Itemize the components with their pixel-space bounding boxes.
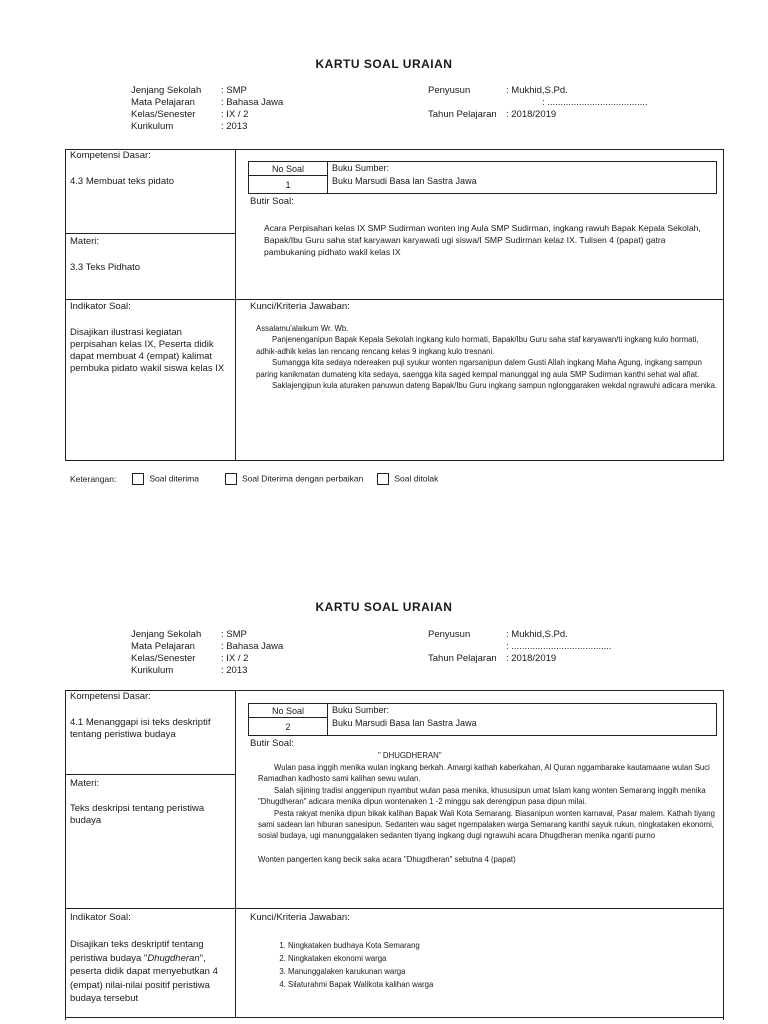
kompetensi-label: Kompetensi Dasar: bbox=[70, 691, 151, 702]
info-value: : SMP bbox=[221, 629, 247, 640]
butir-soal bbox=[258, 762, 718, 865]
info-right bbox=[428, 629, 612, 665]
buku-label: Buku Sumber: bbox=[332, 163, 390, 173]
info-left bbox=[131, 85, 283, 133]
materi-text: 3.3 Teks Pidhato bbox=[70, 262, 141, 273]
info-label bbox=[428, 641, 506, 653]
butir-question: Wonten pangerten kang becik saka acara "Dhugdheran" sebutna 4 (papat) bbox=[258, 854, 516, 864]
info-value: : 2013 bbox=[221, 665, 248, 676]
option-soal-diterima[interactable]: Soal diterima bbox=[132, 473, 199, 485]
info-value: : Bahasa Jawa bbox=[221, 97, 284, 108]
no-soal-table bbox=[248, 161, 717, 194]
info-left bbox=[131, 629, 283, 677]
kunci-jawaban bbox=[268, 939, 688, 991]
buku-sumber bbox=[328, 162, 717, 194]
info-label: Tahun Pelajaran bbox=[428, 653, 497, 664]
kunci-opening: Assalamu'alaikum Wr. Wb. bbox=[256, 324, 349, 333]
option-soal-diterima-perbaikan[interactable]: Soal Diterima dengan perbaikan bbox=[225, 473, 363, 485]
buku-label: Buku Sumber: bbox=[332, 705, 390, 715]
card-frame bbox=[65, 149, 724, 461]
info-label: Kelas/Senester bbox=[131, 109, 196, 120]
kunci-item: 2. Ningkataken ekonomi warga bbox=[288, 952, 688, 965]
info-label: Penyusun bbox=[428, 629, 471, 640]
info-label: Tahun Pelajaran bbox=[428, 109, 497, 120]
no-soal-value: 1 bbox=[249, 176, 328, 194]
option-soal-ditolak[interactable]: Soal ditolak bbox=[377, 473, 438, 485]
info-label: Kelas/Senester bbox=[131, 653, 196, 664]
info-label: Kurikulum bbox=[131, 121, 174, 132]
card-title: KARTU SOAL URAIAN bbox=[315, 600, 453, 614]
butir-soal bbox=[264, 222, 714, 258]
info-value: : IX / 2 bbox=[221, 109, 249, 120]
info-label: Penyusun bbox=[428, 85, 471, 96]
materi-label: Materi: bbox=[70, 778, 100, 789]
info-label: Mata Pelajaran bbox=[131, 641, 195, 652]
kunci-item: 3. Manunggalaken karukunan warga bbox=[288, 965, 688, 978]
keterangan bbox=[70, 473, 438, 485]
checkbox[interactable] bbox=[132, 473, 144, 485]
no-soal-table bbox=[248, 703, 717, 736]
materi-text: Teks deskripsi tentang peristiwa budaya bbox=[70, 803, 205, 826]
info-right bbox=[428, 85, 648, 121]
indikator-label: Indikator Soal: bbox=[70, 912, 131, 923]
info-label: Jenjang Sekolah bbox=[131, 629, 202, 640]
no-soal-value: 2 bbox=[249, 718, 328, 736]
info-label: Jenjang Sekolah bbox=[131, 85, 202, 96]
indikator-text: Disajikan ilustrasi kegiatan perpisahan kelas IX, Peserta didik dapat membuat 4 (empat) kalimat pembuka pidato wakil siswa kelas IX bbox=[70, 327, 225, 374]
kunci-paragraph: Saklajengipun kula aturaken panuwun dateng Bapak/Ibu Guru ingkang sampun nglonggaraken wekdal ngrawuhi adicara menika. bbox=[272, 381, 718, 391]
card-title: KARTU SOAL URAIAN bbox=[315, 57, 453, 71]
info-value: : SMP bbox=[221, 85, 247, 96]
indikator-label: Indikator Soal: bbox=[70, 301, 131, 312]
kompetensi-text: 4.3 Membuat teks pidato bbox=[70, 176, 175, 187]
kunci-paragraph: Panjenenganipun Bapak Kepala Sekolah ingkang kulo hormati, Bapak/Ibu Guru saha staf karyawan/ti ingkang kulo hormati, adhik-adhik kelas lan rencang rencang kelas 9 ingkang kulo tresnani. bbox=[256, 335, 699, 356]
info-value: : Bahasa Jawa bbox=[221, 641, 284, 652]
butir-paragraph: Salah sijining tradisi anggenipun nyambut wulan pasa menika, khususipun umat Islam kang wonten Semarang inggih menika "Dhugdheran" adicara menika dipun wontenaken 1 -2 minggu sak derengipun pasa dipun milai. bbox=[258, 785, 706, 807]
info-value: : Mukhid,S.Pd. bbox=[506, 629, 568, 640]
no-soal-label: No Soal bbox=[249, 704, 328, 718]
keterangan-label: Keterangan: bbox=[70, 474, 117, 484]
kunci-paragraph: Sumangga kita sedaya ndereaken puji syukur wonten ngarsanipun dalem Gusti Allah ingkang Maha Agung, ingkang sampun paring kanikmatan dumateng kita sedaya, saengga kita saged kempal manunggal ing aula SMP Sudirman kanthi sehat wal afiat. bbox=[256, 358, 702, 379]
materi-label: Materi: bbox=[70, 236, 100, 247]
kunci-jawaban bbox=[256, 323, 718, 391]
info-value: : ...................................... bbox=[506, 641, 612, 652]
info-value: : ...................................... bbox=[542, 97, 648, 108]
kompetensi-label: Kompetensi Dasar: bbox=[70, 150, 151, 161]
checkbox[interactable] bbox=[377, 473, 389, 485]
buku-sumber bbox=[328, 704, 717, 736]
butir-label: Butir Soal: bbox=[250, 196, 294, 207]
info-label bbox=[428, 97, 506, 109]
info-value: : IX / 2 bbox=[221, 653, 249, 664]
kunci-item: 1. Ningkataken budhaya Kota Semarang bbox=[288, 939, 688, 952]
butir-paragraph: Pesta rakyat menika dipun bikak kalihan Bapak Wali Kota Semarang. Biasanipun wonten karnaval, Pasar malem. Kathah tiyang sami sadean lan hiburan sanesipun. Sedanten wau saget ngempalaken warga Semarang kanthi sayuk rukun, ningkataken ekonomi, sosial budaya, ugi manunggalaken sedanten tiyang ingkang dugi ngrawuhi acara Dhugdheran menika nganti purno bbox=[258, 808, 715, 841]
info-value: : 2013 bbox=[221, 121, 248, 132]
butir-heading: " DHUGDHERAN" bbox=[378, 751, 442, 760]
buku-value: Buku Marsudi Basa lan Sastra Jawa bbox=[332, 176, 477, 186]
kunci-item: 4. Silaturahmi Bapak Walikota kalihan warga bbox=[288, 978, 688, 991]
indikator-text: Disajikan teks deskriptif tentang peristiwa budaya "Dhugdheran", peserta didik dapat menyebutkan 4 (empat) nilai-nilai positif peristiwa budaya tersebut bbox=[70, 939, 218, 1004]
no-soal-label: No Soal bbox=[249, 162, 328, 176]
checkbox[interactable] bbox=[225, 473, 237, 485]
info-value: : Mukhid,S.Pd. bbox=[506, 85, 568, 96]
butir-label: Butir Soal: bbox=[250, 738, 294, 749]
info-value: : 2018/2019 bbox=[506, 653, 557, 664]
kunci-label: Kunci/Kriteria Jawaban: bbox=[250, 912, 350, 923]
kunci-label: Kunci/Kriteria Jawaban: bbox=[250, 301, 350, 312]
info-value: : 2018/2019 bbox=[506, 109, 557, 120]
kompetensi-text: 4.1 Menanggapi isi teks deskriptif tentang peristiwa budaya bbox=[70, 717, 211, 740]
buku-value: Buku Marsudi Basa lan Sastra Jawa bbox=[332, 718, 477, 728]
butir-paragraph: Acara Perpisahan kelas IX SMP Sudirman wonten ing Aula SMP Sudirman, ingkang rawuh Bapak Kepala Sekolah, Bapak/Ibu Guru saha staf karyawan karyawati ugi siswa/I SMP Sudirman kelaz IX. Tulisen 4 (papat) gatra pambukaning pidhato wakil kelas IX bbox=[264, 223, 701, 257]
info-label: Kurikulum bbox=[131, 665, 174, 676]
info-label: Mata Pelajaran bbox=[131, 97, 195, 108]
butir-paragraph: Wulan pasa inggih menika wulan ingkang berkah. Amargi kathah kaberkahan, Al Quran nggambarake kautamaane wulan Suci Ramadhan kadhosto sami kalihan sewu wulan. bbox=[258, 763, 710, 784]
